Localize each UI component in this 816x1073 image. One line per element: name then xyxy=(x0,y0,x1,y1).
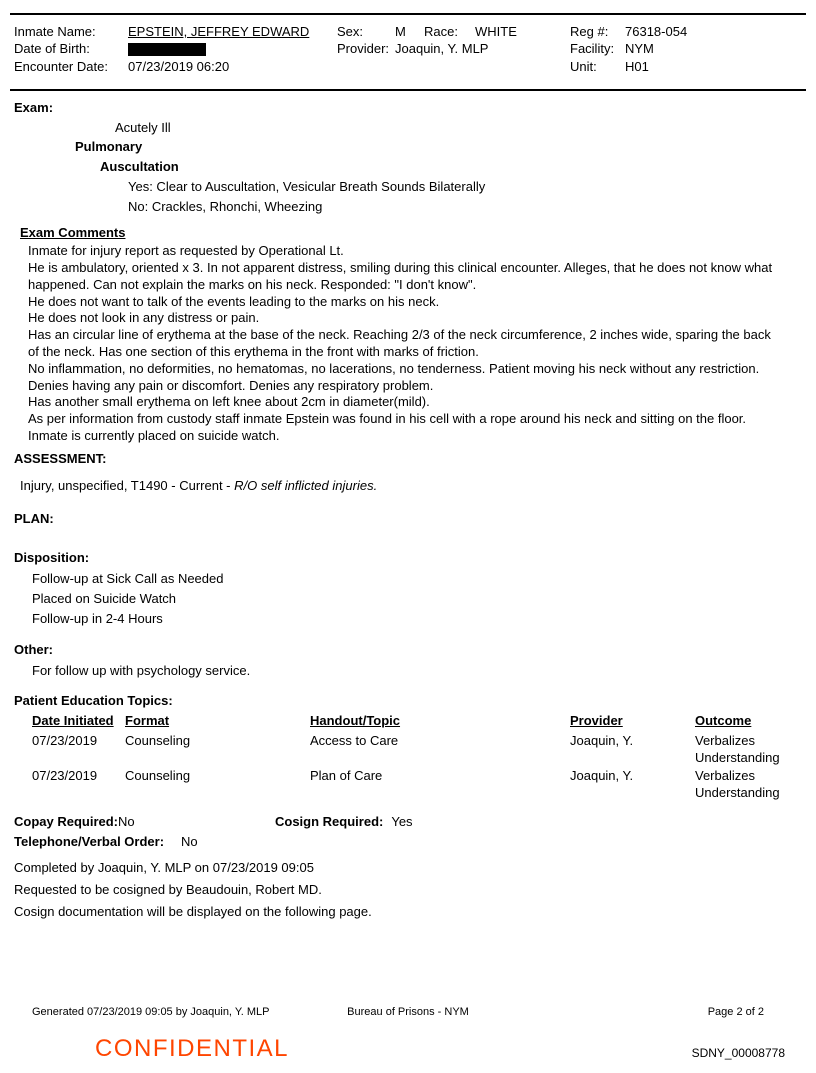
confidential-stamp: CONFIDENTIAL xyxy=(95,1035,290,1062)
edu-col-handout-topic: Handout/Topic xyxy=(310,712,401,728)
cosign-request-line: Requested to be cosigned by Beaudouin, Robert MD. xyxy=(14,881,322,897)
edu-cell-topic: Access to Care xyxy=(310,732,399,748)
sex-value: M xyxy=(395,23,406,39)
table-row xyxy=(32,767,786,802)
exam-comment-paragraph: Has an circular line of erythema at the base of the neck. Reaching 2/3 of the neck circumference, 2 inches wide, sparing the back of the neck. Has one section of this erythema in the front with marks of friction. xyxy=(28,327,771,359)
auscultation-no: No: Crackles, Rhonchi, Wheezing xyxy=(128,198,323,214)
unit-value: H01 xyxy=(625,58,649,74)
plan-heading: PLAN: xyxy=(14,510,54,526)
exam-comment-paragraph: He is ambulatory, oriented x 3. In not apparent distress, smiling during this clinical encounter. Alleges, that he does not know what happened. Can not explain the marks on his neck. Responded: "I don't know". xyxy=(28,260,773,292)
exam-comments-body xyxy=(28,243,780,445)
completion-block xyxy=(14,857,816,923)
provider-label: Provider: xyxy=(337,41,390,56)
disposition-item: Placed on Suicide Watch xyxy=(32,590,177,606)
unit-label: Unit: xyxy=(570,58,597,74)
edu-cell-date: 07/23/2019 xyxy=(32,767,98,783)
header-row xyxy=(337,40,517,58)
sex-label: Sex: xyxy=(337,23,364,39)
facility-value: NYM xyxy=(625,41,654,56)
pulmonary-heading: Pulmonary xyxy=(75,139,143,155)
copay-value: No xyxy=(118,813,135,829)
header-left-column xyxy=(14,23,309,76)
edu-cell-outcome: Verbalizes Understanding xyxy=(695,732,780,765)
bates-number: SDNY_00008778 xyxy=(691,1046,785,1060)
header-right-column xyxy=(570,23,687,76)
header-row xyxy=(570,23,687,41)
edu-cell-provider: Joaquin, Y. xyxy=(570,732,634,748)
header-row xyxy=(570,58,687,76)
exam-comment-paragraph: He does not want to talk of the events leading to the marks on his neck. xyxy=(28,293,440,309)
facility-label: Facility: xyxy=(570,41,615,56)
exam-heading: Exam: xyxy=(14,100,54,115)
cosign-value: Yes xyxy=(391,813,413,829)
header-divider xyxy=(10,89,806,92)
edu-col-provider: Provider xyxy=(570,712,623,728)
phone-order-row xyxy=(14,834,816,849)
copay-label: Copay Required: xyxy=(14,813,119,829)
patient-education-heading: Patient Education Topics: xyxy=(14,692,173,708)
footer-center: Bureau of Prisons - NYM xyxy=(347,1006,469,1018)
auscultation-yes: Yes: Clear to Auscultation, Vesicular Breath Sounds Bilaterally xyxy=(128,178,486,194)
exam-comments-heading: Exam Comments xyxy=(20,225,126,241)
edu-cell-date: 07/23/2019 xyxy=(32,732,98,748)
table-row xyxy=(32,732,786,767)
edu-cell-format: Counseling xyxy=(125,732,191,748)
header-row xyxy=(14,23,309,41)
exam-comment-paragraph: Inmate for injury report as requested by Operational Lt. xyxy=(28,243,344,259)
page-footer xyxy=(0,1006,816,1022)
encounter-date-label: Encounter Date: xyxy=(14,58,108,74)
disposition-item: Follow-up in 2-4 Hours xyxy=(32,610,163,626)
footer-generated: Generated 07/23/2019 09:05 by Joaquin, Y. MLP xyxy=(32,1006,270,1018)
exam-finding: Acutely Ill xyxy=(115,119,171,135)
reg-number-value: 76318-054 xyxy=(625,23,688,39)
cosign-label: Cosign Required: xyxy=(275,813,384,829)
header-middle-column xyxy=(337,23,517,58)
provider-value: Joaquin, Y. MLP xyxy=(395,41,489,56)
disposition-item: Follow-up at Sick Call as Needed xyxy=(32,570,224,586)
assessment-line xyxy=(20,478,816,493)
edu-cell-topic: Plan of Care xyxy=(310,767,383,783)
assessment-italic: R/O self inflicted injuries. xyxy=(234,477,378,493)
exam-section xyxy=(0,98,816,216)
phone-order-label: Telephone/Verbal Order: xyxy=(14,833,165,849)
other-item: For follow up with psychology service. xyxy=(32,662,251,678)
footer-page-number: Page 2 of 2 xyxy=(707,1006,764,1018)
phone-order-value: No xyxy=(181,833,198,849)
cosign-group xyxy=(275,814,413,829)
assessment-heading: ASSESSMENT: xyxy=(14,450,107,466)
disposition-heading: Disposition: xyxy=(14,549,90,565)
patient-education-table xyxy=(32,712,786,802)
exam-comment-paragraph: No inflammation, no deformities, no hematomas, no lacerations, no tenderness. Patient moving his neck without any restriction. Denies having any pain or discomfort. Denies any respiratory problem. xyxy=(28,360,760,393)
reg-number-label: Reg #: xyxy=(570,23,609,39)
edu-header-row xyxy=(32,712,786,732)
copay-cosign-row xyxy=(14,814,816,829)
inmate-name-label: Inmate Name: xyxy=(14,23,96,39)
assessment-text: Injury, unspecified, T1490 - Current - xyxy=(20,477,235,493)
header-row xyxy=(570,40,687,58)
dob-redaction xyxy=(128,43,206,56)
cosign-note-line: Cosign documentation will be displayed on the following page. xyxy=(14,903,372,919)
edu-col-outcome: Outcome xyxy=(695,712,752,728)
edu-cell-provider: Joaquin, Y. xyxy=(570,767,634,783)
exam-comment-paragraph: He does not look in any distress or pain. xyxy=(28,310,260,326)
inmate-name-value: EPSTEIN, JEFFREY EDWARD xyxy=(128,23,310,39)
exam-comment-paragraph: Inmate is currently placed on suicide watch. xyxy=(28,427,280,443)
patient-header xyxy=(0,23,816,83)
race-label: Race: xyxy=(424,23,458,39)
encounter-date-value: 07/23/2019 06:20 xyxy=(128,58,230,74)
header-row xyxy=(337,23,517,41)
exam-comment-paragraph: As per information from custody staff inmate Epstein was found in his cell with a rope around his neck and sitting on the floor. xyxy=(28,411,747,427)
completed-by-line: Completed by Joaquin, Y. MLP on 07/23/2019 09:05 xyxy=(14,859,314,875)
edu-col-format: Format xyxy=(125,712,170,728)
top-rule xyxy=(10,13,806,15)
disposition-items xyxy=(32,569,816,629)
auscultation-heading: Auscultation xyxy=(100,159,179,175)
header-row xyxy=(14,58,309,76)
other-items xyxy=(32,661,816,681)
edu-col-date-initiated: Date Initiated xyxy=(32,712,114,728)
other-heading: Other: xyxy=(14,641,53,657)
race-value: WHITE xyxy=(475,23,517,39)
exam-comment-paragraph: Has another small erythema on left knee about 2cm in diameter(mild). xyxy=(28,394,430,410)
dob-label: Date of Birth: xyxy=(14,41,90,56)
edu-cell-outcome: Verbalizes Understanding xyxy=(695,767,780,800)
header-row xyxy=(14,40,309,58)
edu-cell-format: Counseling xyxy=(125,767,191,783)
